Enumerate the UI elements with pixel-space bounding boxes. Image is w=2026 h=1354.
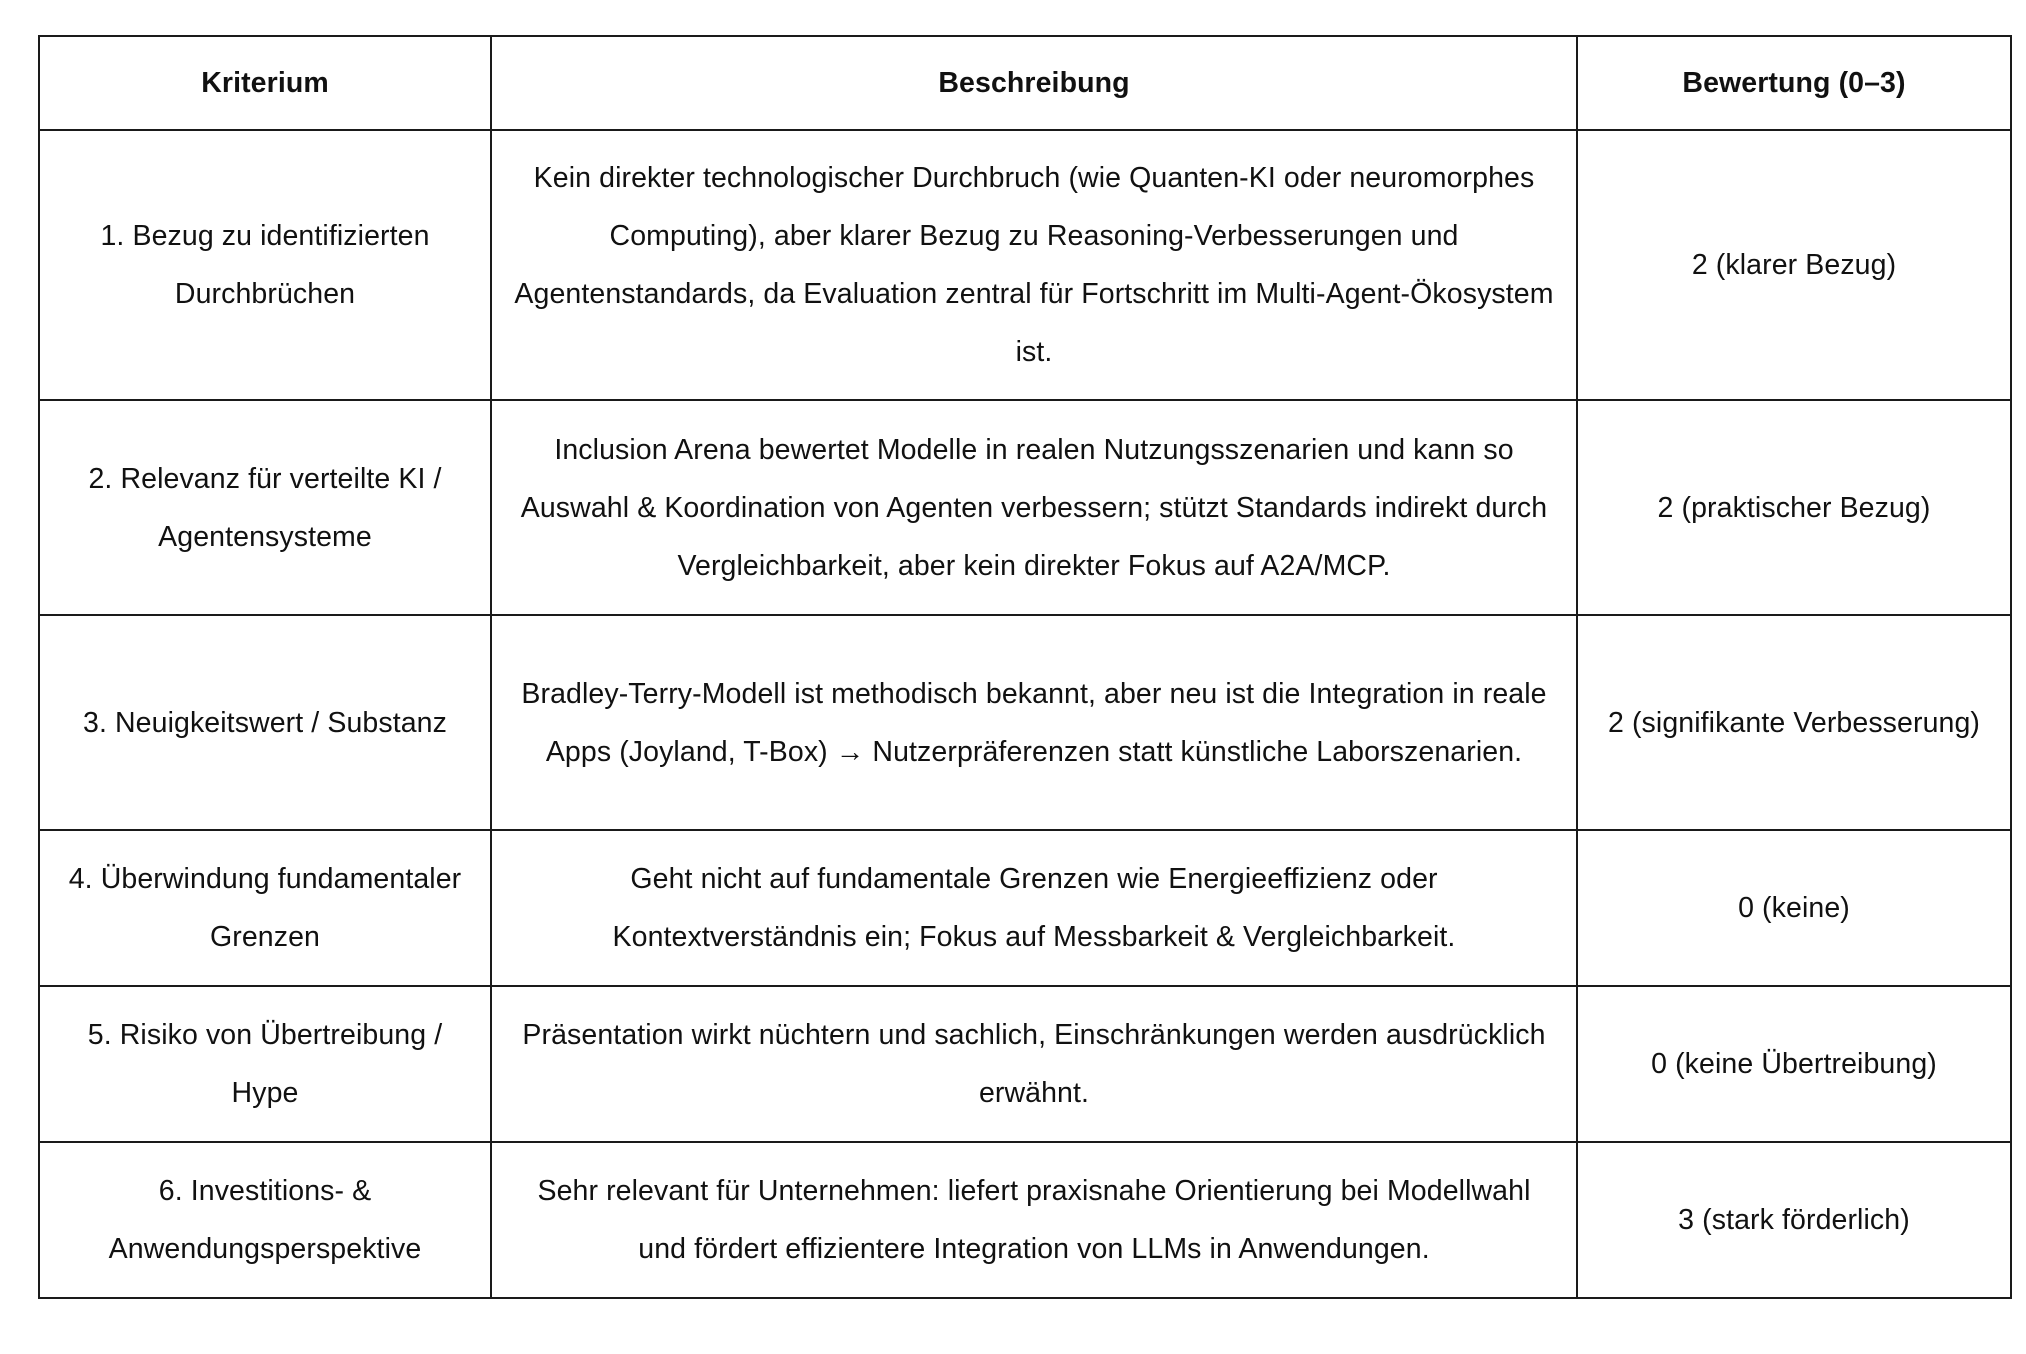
- rating-cell: 3 (stark förderlich): [1577, 1142, 2011, 1298]
- rating-cell: 0 (keine Übertreibung): [1577, 986, 2011, 1142]
- description-cell: Geht nicht auf fundamentale Grenzen wie Energieeffizienz oder Kontextverständnis ein; Fokus auf Messbarkeit & Vergleichbarkeit.: [491, 830, 1577, 986]
- column-header-kriterium: Kriterium: [39, 36, 491, 130]
- criterion-cell: 3. Neuigkeitswert / Substanz: [39, 615, 491, 830]
- criterion-cell: 6. Investitions- & Anwendungsperspektive: [39, 1142, 491, 1298]
- criterion-cell: 4. Überwindung fundamentaler Grenzen: [39, 830, 491, 986]
- table-row: [39, 130, 2011, 400]
- description-cell: Kein direkter technologischer Durchbruch (wie Quanten-KI oder neuromorphes Computing), aber klarer Bezug zu Reasoning-Verbesserungen und Agentenstandards, da Evaluation zentral für Fortschritt im Multi-Agent-Ökosystem ist.: [491, 130, 1577, 400]
- column-header-beschreibung: Beschreibung: [491, 36, 1577, 130]
- description-cell: Bradley-Terry-Modell ist methodisch bekannt, aber neu ist die Integration in reale Apps (Joyland, T-Box) → Nutzerpräferenzen statt künstliche Laborszenarien.: [491, 615, 1577, 830]
- rating-cell: 2 (signifikante Verbesserung): [1577, 615, 2011, 830]
- description-cell: Präsentation wirkt nüchtern und sachlich, Einschränkungen werden ausdrücklich erwähnt.: [491, 986, 1577, 1142]
- rating-cell: 0 (keine): [1577, 830, 2011, 986]
- rating-cell: 2 (praktischer Bezug): [1577, 400, 2011, 615]
- rating-cell: 2 (klarer Bezug): [1577, 130, 2011, 400]
- table-row: [39, 400, 2011, 615]
- table-header-row: [39, 36, 2011, 130]
- table-row: [39, 830, 2011, 986]
- evaluation-table: [38, 35, 2012, 1299]
- criterion-cell: 1. Bezug zu identifizierten Durchbrüchen: [39, 130, 491, 400]
- description-cell: Sehr relevant für Unternehmen: liefert praxisnahe Orientierung bei Modellwahl und fördert effizientere Integration von LLMs in Anwendungen.: [491, 1142, 1577, 1298]
- table-row: [39, 1142, 2011, 1298]
- evaluation-table-container: [38, 35, 2012, 1299]
- column-header-bewertung: Bewertung (0–3): [1577, 36, 2011, 130]
- criterion-cell: 2. Relevanz für verteilte KI / Agentensysteme: [39, 400, 491, 615]
- table-row: [39, 615, 2011, 830]
- table-row: [39, 986, 2011, 1142]
- criterion-cell: 5. Risiko von Übertreibung / Hype: [39, 986, 491, 1142]
- description-cell: Inclusion Arena bewertet Modelle in realen Nutzungsszenarien und kann so Auswahl & Koordination von Agenten verbessern; stützt Standards indirekt durch Vergleichbarkeit, aber kein direkter Fokus auf A2A/MCP.: [491, 400, 1577, 615]
